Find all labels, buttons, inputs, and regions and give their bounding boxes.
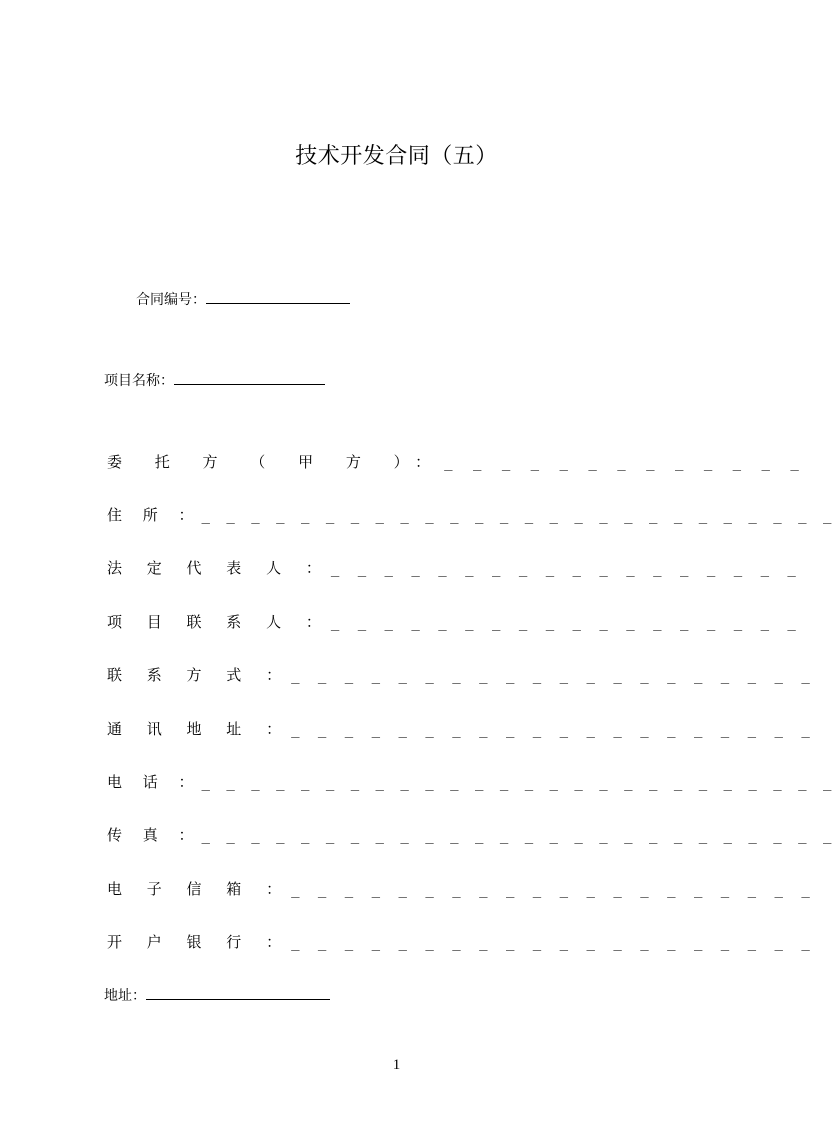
client-party-row — [107, 451, 805, 474]
fax-label: 传 真 ： — [107, 826, 202, 844]
residence-row — [107, 504, 835, 527]
project-name-blank[interactable] — [174, 370, 325, 385]
telephone-label: 电 话 ： — [107, 773, 202, 791]
fax-blank[interactable]: _ _ _ _ _ _ _ _ _ _ _ _ _ _ _ _ _ _ _ _ _ _ _ _ _ _ — [201, 828, 835, 844]
mailing-address-row — [107, 718, 815, 741]
legal-representative-blank[interactable]: _ _ _ _ _ _ _ _ _ _ _ _ _ _ _ _ _ _ — [330, 561, 801, 577]
residence-blank[interactable]: _ _ _ _ _ _ _ _ _ _ _ _ _ _ _ _ _ _ _ _ _ _ _ _ _ _ — [201, 508, 835, 524]
address-label: 地址： — [104, 988, 146, 1004]
legal-representative-row — [107, 557, 801, 580]
mailing-address-label: 通 讯 地 址 ： — [107, 720, 292, 738]
residence-label: 住 所 ： — [107, 506, 202, 524]
document-title: 技术开发合同（五） — [295, 144, 498, 169]
telephone-blank[interactable]: _ _ _ _ _ _ _ _ _ _ _ _ _ _ _ _ _ _ _ _ _ _ _ _ _ _ — [201, 775, 835, 791]
contract-number-blank[interactable] — [206, 289, 350, 304]
address-blank[interactable] — [146, 985, 330, 1000]
address-field — [104, 985, 330, 1006]
client-party-blank[interactable]: _ _ _ _ _ _ _ _ _ _ _ _ _ — [444, 455, 805, 471]
email-label: 电 子 信 箱 ： — [107, 880, 292, 898]
client-party-label: 委 托 方 （ 甲 方 ）： — [107, 453, 445, 471]
fax-row — [107, 824, 835, 847]
project-name-field — [104, 370, 325, 391]
bank-blank[interactable]: _ _ _ _ _ _ _ _ _ _ _ _ _ _ _ _ _ _ _ _ — [291, 935, 815, 951]
bank-row — [107, 931, 815, 954]
page-number: 1 — [392, 1057, 401, 1073]
mailing-address-blank[interactable]: _ _ _ _ _ _ _ _ _ _ _ _ _ _ _ _ _ _ _ _ — [291, 722, 815, 738]
telephone-row — [107, 771, 835, 794]
email-row — [107, 878, 815, 901]
contact-method-row — [107, 664, 815, 687]
project-name-label: 项目名称： — [104, 373, 174, 389]
email-blank[interactable]: _ _ _ _ _ _ _ _ _ _ _ _ _ _ _ _ _ _ _ _ — [291, 882, 815, 898]
contact-method-blank[interactable]: _ _ _ _ _ _ _ _ _ _ _ _ _ _ _ _ _ _ _ _ — [291, 668, 815, 684]
project-contact-label: 项 目 联 系 人 ： — [107, 613, 331, 631]
legal-representative-label: 法 定 代 表 人 ： — [107, 559, 331, 577]
project-contact-blank[interactable]: _ _ _ _ _ _ _ _ _ _ _ _ _ _ _ _ _ _ — [330, 615, 801, 631]
contract-number-label: 合同编号： — [136, 292, 206, 308]
project-contact-row — [107, 611, 801, 634]
contract-number-field — [136, 289, 350, 310]
contact-method-label: 联 系 方 式 ： — [107, 666, 292, 684]
bank-label: 开 户 银 行 ： — [107, 933, 292, 951]
